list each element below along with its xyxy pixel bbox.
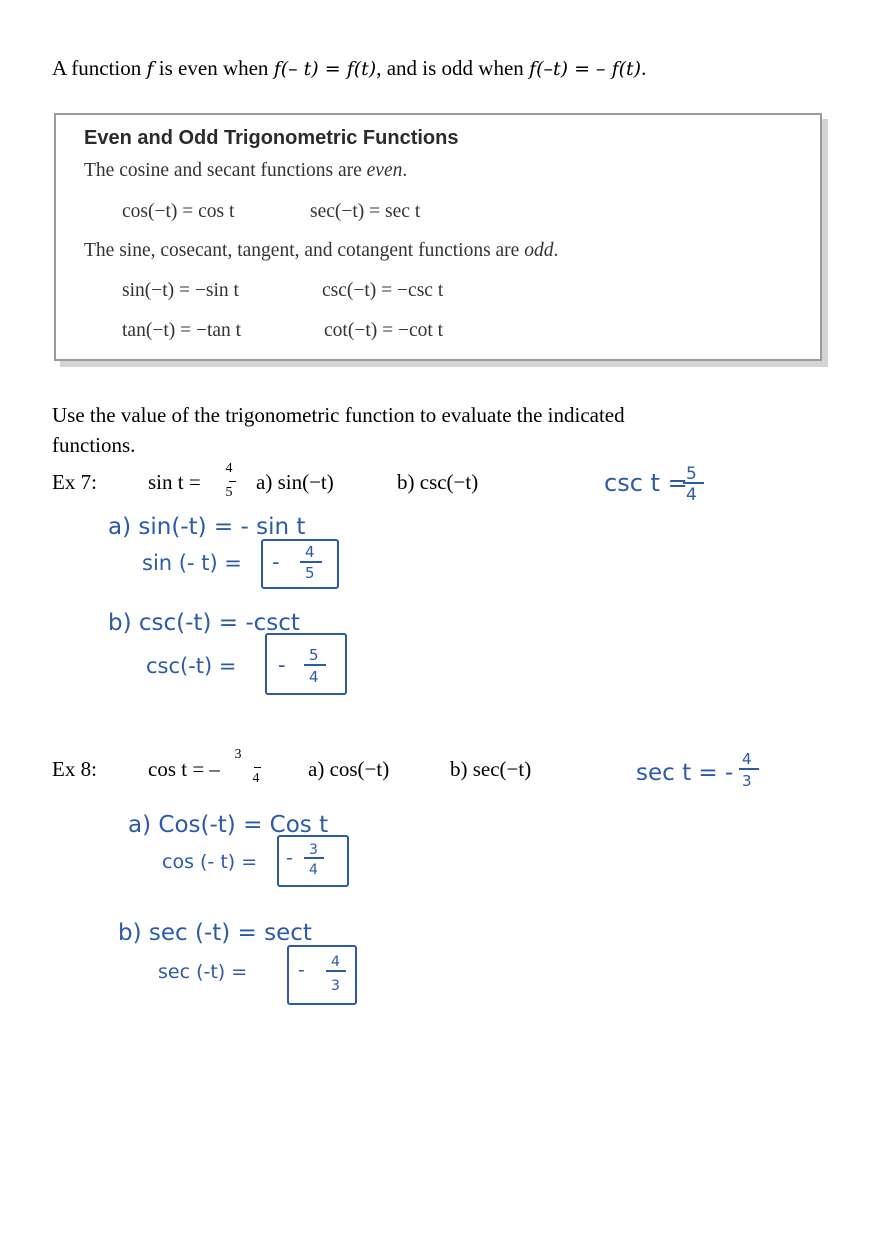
odd-prefix: The sine, cosecant, tangent, and cotangent functions are [84, 240, 525, 261]
ex8-hw-a-den: 4 [309, 862, 318, 878]
ex7-hw-a-num: 4 [305, 543, 315, 561]
ex8-given: cos t = – [148, 757, 220, 781]
ex8-hw-b-den: 3 [331, 978, 340, 994]
ex7-hw-a-line1: a) sin(-t) = - sin t [108, 514, 306, 540]
ex8-given-fraction-bar [254, 767, 261, 768]
intro-f: f [146, 58, 154, 80]
ex7-hw-a-line2: sin (- t) = [142, 551, 242, 575]
ex7-side-num: 5 [686, 464, 697, 484]
odd-suffix: . [553, 240, 559, 261]
ex7-part-b: b) csc(−t) [397, 470, 479, 494]
ex7-side-note: csc t = [604, 469, 688, 497]
ex8-hw-b-line1: b) sec (-t) = sect [118, 920, 312, 946]
instructions: Use the value of the trigonometric function to evaluate the indicated [52, 403, 625, 427]
even-prefix: The cosine and secant functions are [84, 160, 367, 181]
ex8-label: Ex 8: [52, 757, 97, 781]
ex7-hw-b-sign: - [278, 653, 286, 677]
ex7-hw-a-sign: - [272, 550, 280, 574]
ex7-hw-a-den: 5 [305, 564, 315, 582]
ex7-part-a: a) sin(−t) [256, 470, 334, 494]
intro-suffix: . [641, 56, 647, 80]
odd-word: odd [524, 240, 554, 261]
tan-identity: tan(−t) = −tan t [122, 320, 242, 341]
cos-identity: cos(−t) = cos t [122, 201, 235, 222]
ex8-side-num: 4 [742, 750, 752, 768]
ex7-given-numerator: 4 [225, 461, 233, 476]
cot-identity: cot(−t) = −cot t [324, 320, 444, 341]
sin-identity: sin(−t) = −sin t [122, 280, 239, 301]
box-title: Even and Odd Trigonometric Functions [84, 127, 459, 149]
even-definition: f(– t) = f(t) [273, 58, 377, 80]
ex8-given-numerator: 3 [234, 747, 242, 762]
ex8-hw-a-line1: a) Cos(-t) = Cos t [128, 812, 329, 838]
ex8-part-a: a) cos(−t) [308, 757, 390, 781]
ex7-hw-b-line1: b) csc(-t) = -csct [108, 610, 300, 636]
intro-mid2: , and is odd when [376, 56, 530, 80]
ex8-hw-a-num: 3 [309, 842, 318, 858]
even-word: even [366, 160, 403, 181]
ex8-hw-a-line2: cos (- t) = [162, 851, 258, 873]
ex8-hw-b-line2: sec (-t) = [158, 961, 248, 983]
ex7-given-denominator: 5 [225, 485, 233, 500]
ex8-hw-b-num: 4 [331, 954, 340, 970]
odd-definition: f(–t) = – f(t) [529, 58, 642, 80]
ex8-part-b: b) sec(−t) [450, 757, 532, 781]
ex7-hw-b-den: 4 [309, 668, 319, 686]
ex7-hw-b-line2: csc(-t) = [146, 654, 237, 678]
even-suffix: . [402, 160, 408, 181]
ex7-given: sin t = [148, 470, 201, 494]
ex8-hw-b-sign: - [298, 959, 305, 981]
intro-mid1: is even when [153, 56, 274, 80]
ex8-given-denominator: 4 [252, 771, 260, 786]
ex7-hw-b-num: 5 [309, 646, 319, 664]
sec-identity: sec(−t) = sec t [310, 201, 421, 222]
ex8-hw-a-sign: - [286, 847, 293, 869]
ex7-side-den: 4 [686, 485, 697, 505]
ex8-side-den: 3 [742, 772, 752, 790]
ex8-side-note: sec t = - [636, 760, 734, 786]
ex7-label: Ex 7: [52, 470, 97, 494]
intro-prefix: A function [52, 56, 147, 80]
instructions-line2: functions. [52, 433, 136, 457]
csc-identity: csc(−t) = −csc t [322, 280, 444, 301]
